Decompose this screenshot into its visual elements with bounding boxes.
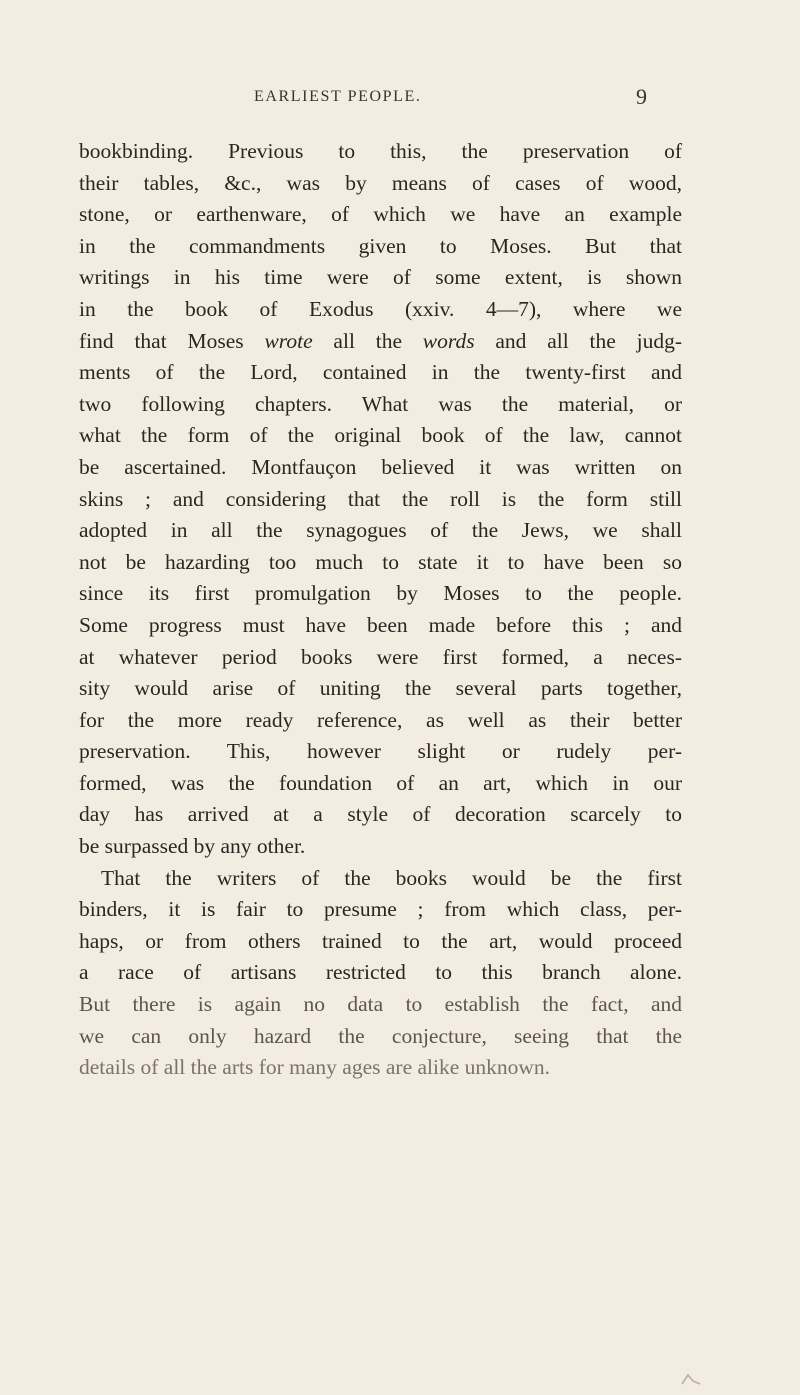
running-head — [0, 84, 800, 118]
text-line: what the form of the original book of the law, cannot — [79, 423, 682, 448]
text-line: sity would arise of uniting the several parts together, — [79, 676, 682, 701]
text-line: details of all the arts for many ages are alike unknown. — [79, 1055, 551, 1080]
text-line: skins ; and considering that the roll is the form still — [79, 486, 682, 511]
text-line: bookbinding. Previous to this, the preservation of — [79, 139, 682, 163]
text-line: their tables, &c., was by means of cases of wood, — [79, 170, 682, 195]
text-line: for the more ready reference, as well as their better — [79, 707, 682, 732]
text-line: haps, or from others trained to the art, would proceed — [79, 928, 682, 953]
text-line: That the writers of the books would be the first — [101, 865, 682, 890]
text-line: we can only hazard the conjecture, seeing that the — [79, 1023, 682, 1048]
text-line: Some progress must have been made before this ; and — [79, 612, 682, 637]
text-line: binders, it is fair to presume ; from which class, per- — [79, 897, 682, 922]
text-line: preservation. This, however slight or rudely per- — [79, 739, 682, 764]
text-line: at whatever period books were first formed, a neces- — [79, 644, 682, 669]
text-line: But there is again no data to establish the fact, and — [79, 992, 682, 1017]
text-line: be ascertained. Montfauçon believed it was written on — [79, 454, 682, 479]
text-line: stone, or earthenware, of which we have an example — [79, 202, 682, 227]
text-line: two following chapters. What was the material, or — [79, 391, 682, 416]
body-text — [79, 136, 682, 1084]
text-line: formed, was the foundation of an art, which in our — [79, 770, 682, 795]
text-line: find that Moses wrote all the words and all the judg- — [79, 328, 682, 353]
text-line: in the book of Exodus (xxiv. 4—7), where we — [79, 296, 682, 321]
text-line: ments of the Lord, contained in the twenty-first and — [79, 360, 682, 385]
page-number: 9 — [636, 84, 647, 109]
text-line: since its first promulgation by Moses to the people. — [79, 581, 682, 606]
text-line: writings in his time were of some extent, is shown — [79, 265, 682, 290]
text-line: a race of artisans restricted to this branch alone. — [79, 960, 682, 985]
text-line: day has arrived at a style of decoration scarcely to — [79, 802, 682, 827]
printer-mark-icon — [680, 1372, 702, 1386]
text-line: be surpassed by any other. — [79, 834, 306, 859]
text-line: in the commandments given to Moses. But that — [79, 233, 682, 258]
text-line: adopted in all the synagogues of the Jews, we shall — [79, 518, 682, 543]
text-line: not be hazarding too much to state it to have been so — [79, 549, 682, 574]
running-title: EARLIEST PEOPLE. — [254, 88, 422, 105]
